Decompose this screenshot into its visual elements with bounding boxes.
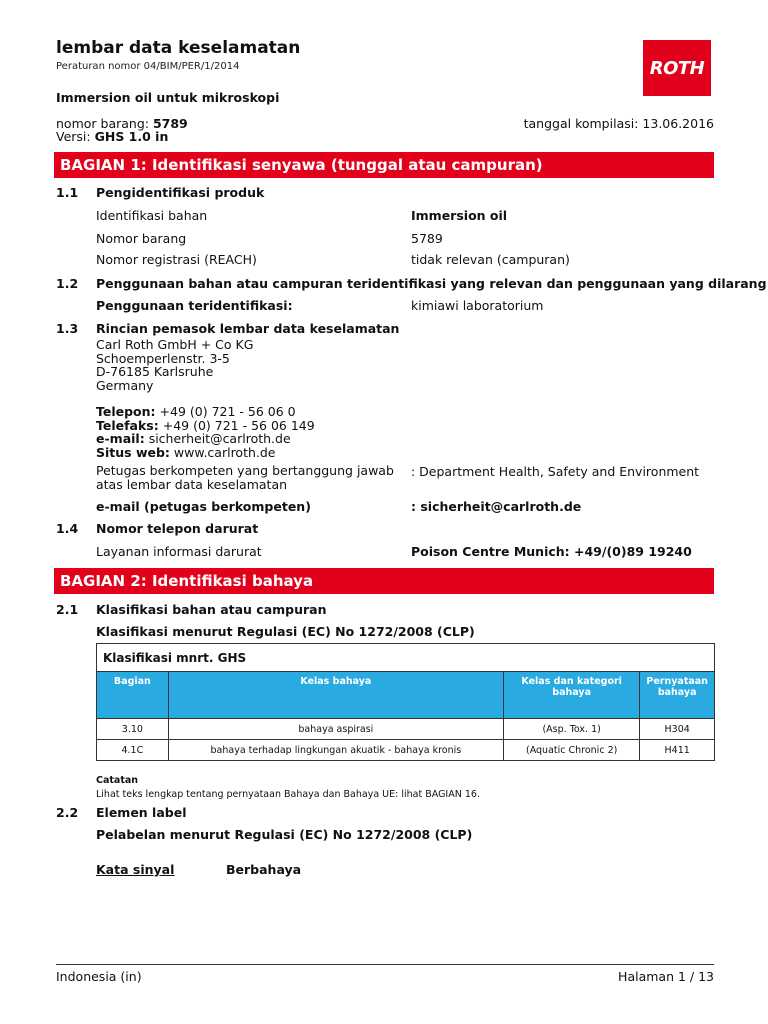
section-1-2-number: 1.2 [56, 276, 79, 291]
compile-date [524, 116, 714, 131]
address-line: Carl Roth GmbH + Co KG [96, 337, 254, 352]
section-2-2-number: 2.2 [56, 805, 79, 820]
reach-value: tidak relevan (campuran) [411, 252, 570, 267]
section-1-3-number: 1.3 [56, 321, 79, 336]
identified-use-label: Penggunaan teridentifikasi: [96, 298, 293, 313]
item-number-value: 5789 [152, 116, 188, 131]
competent-email-label: e-mail (petugas berkompeten) [96, 499, 311, 514]
footer-language: Indonesia (in) [56, 969, 142, 984]
section-1-2-title: Penggunaan bahan atau campuran teridentifikasi yang relevan dan penggunaan yang dilarang [96, 276, 767, 291]
emergency-service-value: Poison Centre Munich: +49/(0)89 19240 [411, 544, 692, 559]
fax-value: +49 (0) 721 - 56 06 149 [162, 417, 315, 433]
product-name: Immersion oil untuk mikroskopi [56, 90, 280, 105]
table-cell: bahaya terhadap lingkungan akuatik - bahaya kronis [168, 740, 503, 761]
ghs-classification-table [96, 643, 715, 761]
phone-value: +49 (0) 721 - 56 06 0 [159, 404, 296, 419]
footer-page-number: Halaman 1 / 13 [618, 969, 714, 984]
table-cell: 3.10 [97, 719, 169, 740]
note-text: Lihat teks lengkap tentang pernyataan Bahaya dan Bahaya UE: lihat BAGIAN 16. [96, 789, 480, 800]
column-header: Bagian [97, 672, 169, 719]
address-line: Germany [96, 377, 154, 393]
section-1-banner: BAGIAN 1: Identifikasi senyawa (tunggal atau campuran) [54, 152, 714, 178]
compile-label: tanggal kompilasi: [523, 116, 639, 131]
column-header: Kelas bahaya [168, 672, 503, 719]
address-line: D-76185 Karlsruhe [96, 364, 214, 379]
section-2-1-number: 2.1 [56, 602, 79, 617]
supplier-address [96, 338, 253, 392]
table-row [97, 719, 715, 740]
footer-divider [56, 964, 714, 965]
signal-word-value: Berbahaya [226, 862, 302, 877]
table-cell: (Aquatic Chronic 2) [503, 740, 639, 761]
section-1-1-number: 1.1 [56, 185, 79, 200]
table-cell: H304 [640, 719, 715, 740]
table-cell: (Asp. Tox. 1) [503, 719, 639, 740]
registered-mark: ® [703, 40, 711, 49]
roth-logo: ROTH [643, 40, 711, 96]
competent-person-label-line: atas lembar data keselamatan [96, 476, 288, 492]
version-value: GHS 1.0 in [94, 129, 169, 144]
competent-email-value[interactable]: : sicherheit@carlroth.de [411, 499, 582, 514]
regulation-number: Peraturan nomor 04/BIM/PER/1/2014 [56, 61, 240, 72]
section-2-2-subtitle: Pelabelan menurut Regulasi (EC) No 1272/2008 (CLP) [96, 827, 473, 842]
compile-value: 13.06.2016 [642, 116, 714, 131]
section-1-3-title: Rincian pemasok lembar data keselamatan [96, 321, 400, 336]
version-line [56, 129, 168, 144]
column-header: Kelas dan kategori bahaya [503, 672, 639, 719]
table-cell: bahaya aspirasi [168, 719, 503, 740]
address-line: Schoemperlenstr. 3-5 [96, 350, 230, 366]
section-1-4-number: 1.4 [56, 521, 79, 536]
email-label: e-mail: [96, 431, 145, 446]
competent-person-value: : Department Health, Safety and Environment [411, 464, 700, 479]
emergency-service-label: Layanan informasi darurat [96, 544, 262, 559]
note-heading: Catatan [96, 775, 139, 786]
column-header: Pernyataan bahaya [640, 672, 715, 719]
signal-word-label: Kata sinyal [96, 862, 175, 877]
table-row [97, 740, 715, 761]
table-caption: Klasifikasi mnrt. GHS [97, 644, 715, 672]
section-2-banner: BAGIAN 2: Identifikasi bahaya [54, 568, 714, 594]
item-number-row-value: 5789 [411, 231, 443, 246]
substance-id-value: Immersion oil [411, 208, 508, 223]
reach-label: Nomor registrasi (REACH) [96, 252, 257, 267]
substance-id-label: Identifikasi bahan [96, 208, 208, 223]
fax-label: Telefaks: [96, 417, 159, 433]
version-label: Versi: [56, 129, 91, 144]
identified-use-value: kimiawi laboratorium [411, 298, 544, 313]
website-label: Situs web: [96, 444, 170, 460]
table-cell: 4.1C [97, 740, 169, 761]
competent-person-label-line: Petugas berkompeten yang bertanggung jawab [96, 463, 394, 478]
item-number-row-label: Nomor barang [96, 231, 187, 246]
section-2-2-title: Elemen label [96, 805, 187, 820]
section-2-1-title: Klasifikasi bahan atau campuran [96, 602, 327, 617]
table-cell: H411 [640, 740, 715, 761]
item-number-label: nomor barang: [56, 116, 149, 131]
section-1-4-title: Nomor telepon darurat [96, 521, 259, 536]
document-title: lembar data keselamatan [56, 38, 301, 58]
website-link[interactable]: www.carlroth.de [173, 444, 276, 460]
supplier-contacts [96, 405, 315, 459]
email-link[interactable]: sicherheit@carlroth.de [148, 431, 291, 446]
section-2-1-subtitle: Klasifikasi menurut Regulasi (EC) No 1272/2008 (CLP) [96, 624, 475, 639]
competent-person-label [96, 464, 394, 491]
phone-label: Telepon: [96, 404, 156, 419]
section-1-1-title: Pengidentifikasi produk [96, 185, 265, 200]
